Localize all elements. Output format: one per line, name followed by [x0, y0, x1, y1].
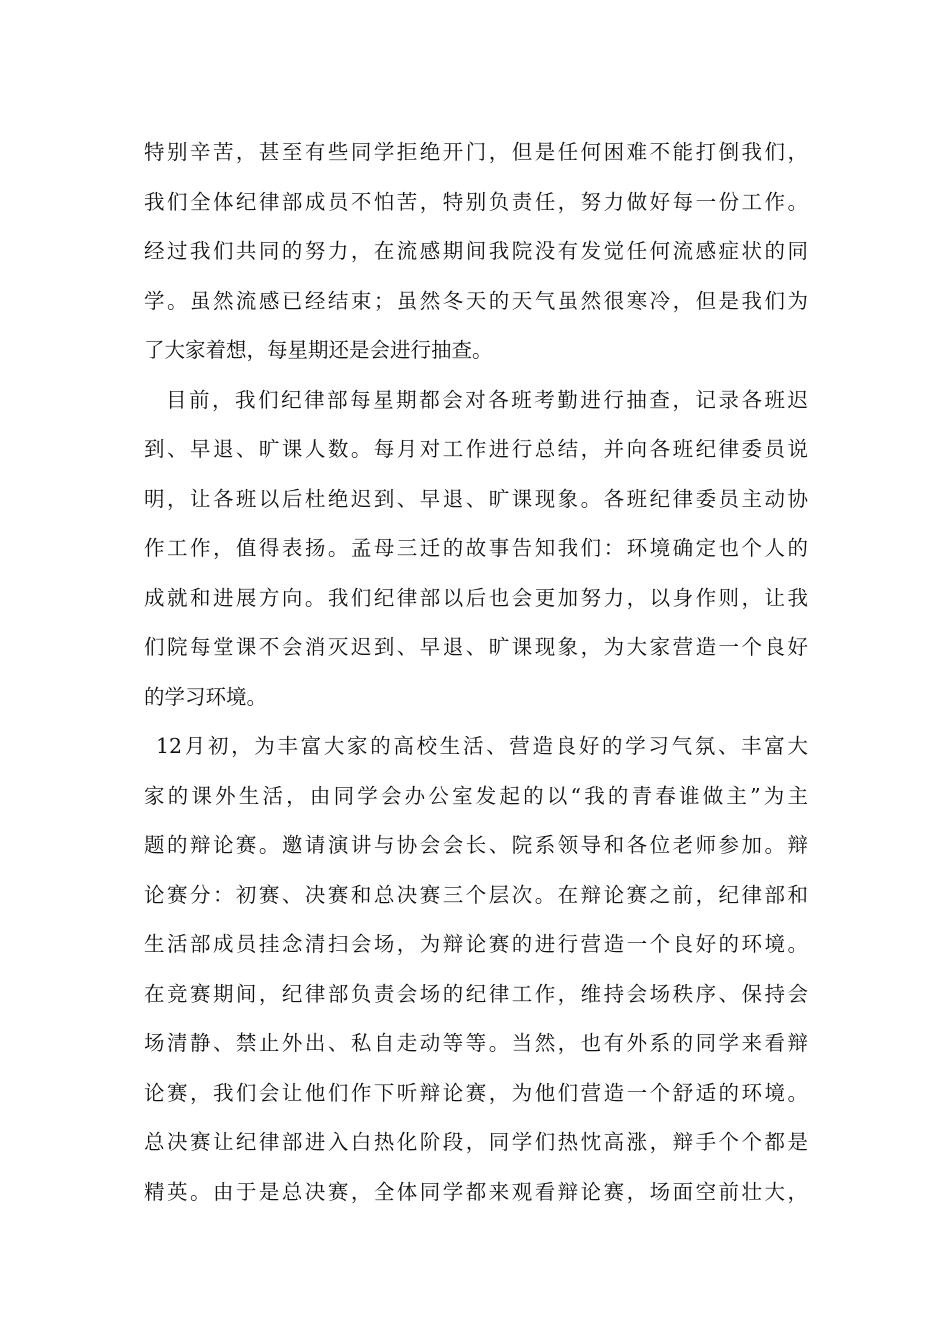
text-line: 了大家着想，每星期还是会进行抽查。 [144, 338, 493, 362]
text-line: 作工作，值得表扬。孟母三迁的故事告知我们：环境确定也个人的 [144, 536, 808, 560]
text-line: 论赛分：初赛、决赛和总决赛三个层次。在辩论赛之前，纪律部和 [144, 882, 808, 907]
text-line: 经过我们共同的努力，在流感期间我院没有发觉任何流感症状的同 [144, 239, 808, 263]
paragraph-start-line: 12月初，为丰富大家的高校生活、营造良好的学习气氛、丰富大 [156, 734, 808, 758]
text-line: 生活部成员挂念清扫会场，为辩论赛的进行营造一个良好的环境。 [144, 932, 808, 956]
paragraph-start-line: 目前，我们纪律部每星期都会对各班考勤进行抽查，记录各班迟 [166, 387, 808, 412]
text-line: 的学习环境。 [144, 684, 267, 709]
text-line: 题的辩论赛。邀请演讲与协会会长、院系领导和各位老师参加。辩 [144, 833, 808, 857]
text-line: 总决赛让纪律部进入白热化阶段，同学们热忱高涨，辩手个个都是 [144, 1130, 808, 1154]
text-line: 在竞赛期间，纪律部负责会场的纪律工作，维持会场秩序、保持会 [144, 981, 808, 1006]
text-line: 们院每堂课不会消灭迟到、早退、旷课现象，为大家营造一个良好 [144, 635, 808, 659]
text-line: 明，让各班以后杜绝迟到、早退、旷课现象。各班纪律委员主动协 [144, 486, 808, 511]
text-line: 家的课外生活，由同学会办公室发起的以“我的青春谁做主”为主 [144, 783, 808, 808]
text-line: 到、早退、旷课人数。每月对工作进行总结，并向各班纪律委员说 [144, 437, 808, 461]
text-line: 我们全体纪律部成员不怕苦，特别负责任，努力做好每一份工作。 [144, 189, 808, 214]
text-line: 精英。由于是总决赛，全体同学都来观看辩论赛，场面空前壮大， [144, 1179, 808, 1204]
text-line: 场清静、禁止外出、私自走动等等。当然，也有外系的同学来看辩 [144, 1031, 808, 1055]
document-body [144, 128, 808, 1217]
text-line: 特别辛苦，甚至有些同学拒绝开门，但是任何困难不能打倒我们， [144, 140, 808, 164]
text-line: 学。虽然流感已经结束；虽然冬天的天气虽然很寒冷，但是我们为 [144, 288, 808, 313]
text-line: 成就和进展方向。我们纪律部以后也会更加努力，以身作则，让我 [144, 585, 808, 610]
text-line: 论赛，我们会让他们作下听辩论赛，为他们营造一个舒适的环境。 [144, 1080, 808, 1105]
